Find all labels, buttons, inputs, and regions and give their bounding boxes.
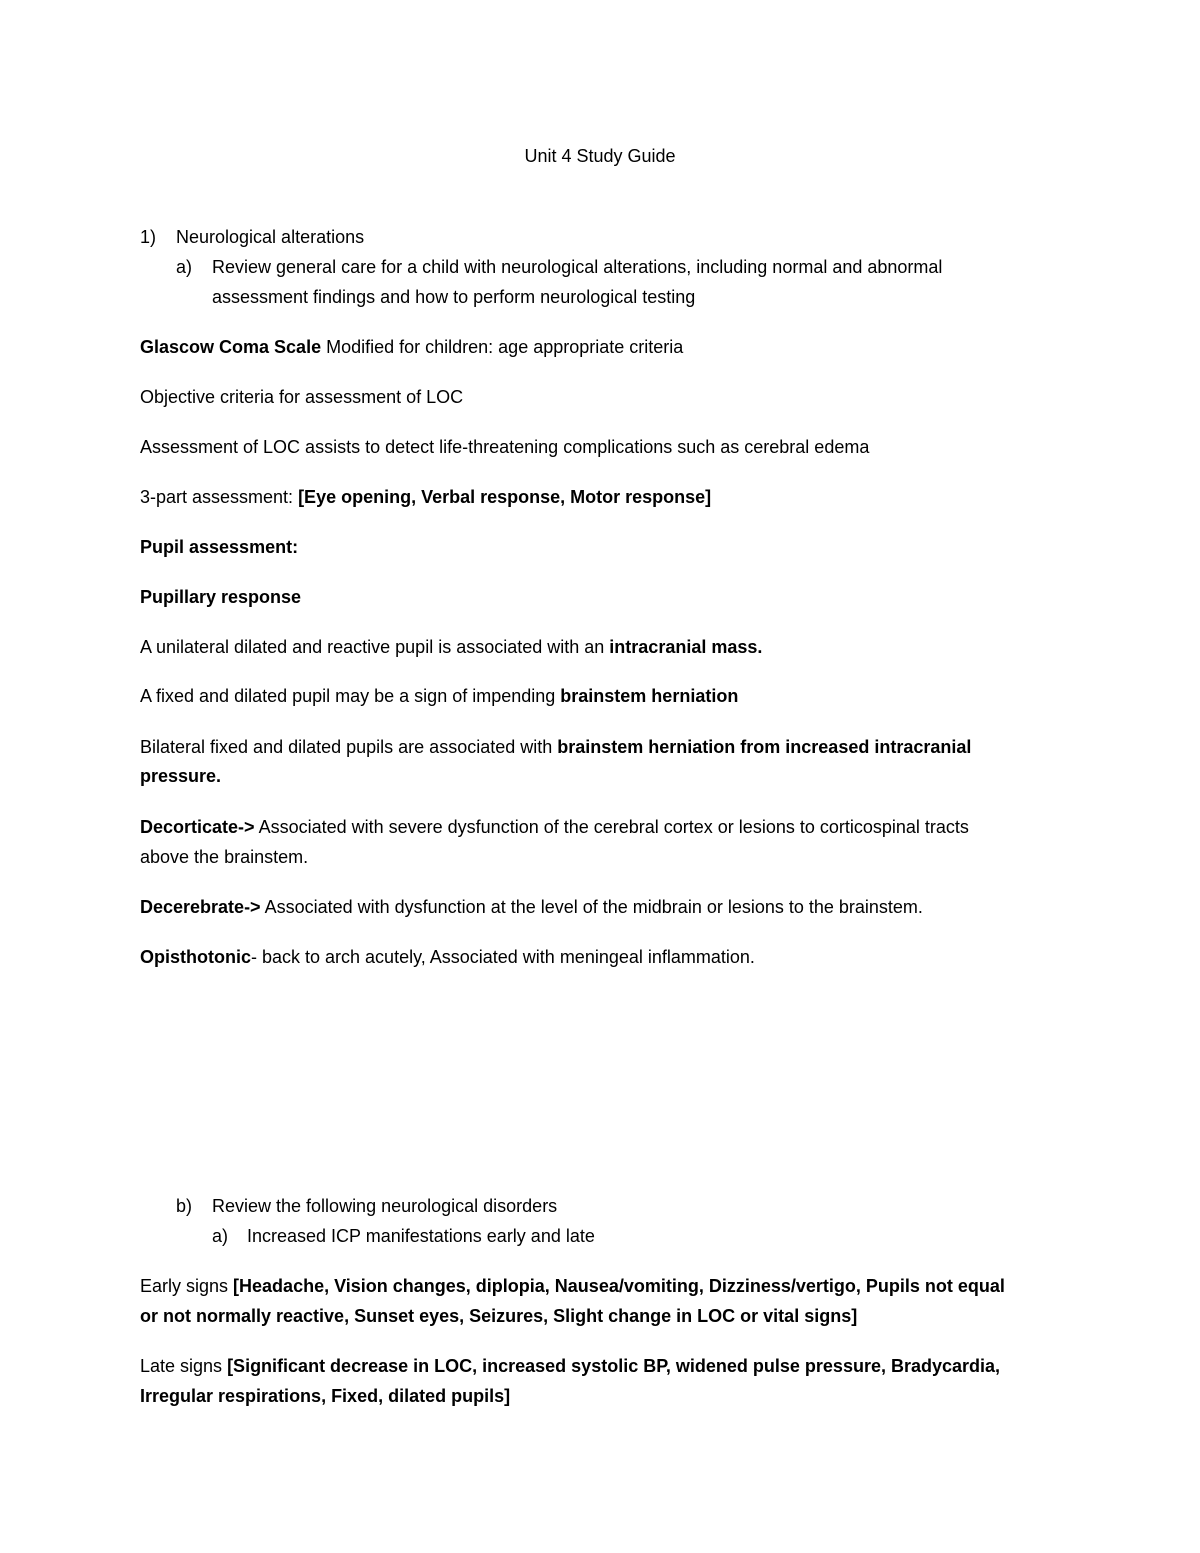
sublist-item-text-cont: assessment findings and how to perform neurological testing xyxy=(212,287,696,307)
paragraph-decorticate-cont: above the brainstem. xyxy=(140,847,309,867)
bold-term: [Eye opening, Verbal response, Motor response] xyxy=(298,487,712,507)
bold-term: Decerebrate-> xyxy=(140,897,261,917)
sublist-item-text: Review the following neurological disorders xyxy=(212,1196,558,1216)
sublist-letter: b) xyxy=(176,1196,193,1216)
paragraph-text: A fixed and dilated pupil may be a sign of impending xyxy=(140,686,561,706)
bold-term: brainstem herniation from increased intracranial xyxy=(557,737,972,757)
paragraph-text: Early signs xyxy=(140,1276,234,1296)
bold-term: intracranial mass. xyxy=(609,637,763,657)
paragraph-text: 3-part assessment: xyxy=(140,487,299,507)
paragraph-text: Late signs xyxy=(140,1356,228,1376)
bold-term: [Significant decrease in LOC, increased systolic BP, widened pulse pressure, Bradycardia, xyxy=(227,1356,1001,1376)
paragraph-opisthotonic xyxy=(140,946,755,968)
paragraph-bilateral xyxy=(140,736,971,758)
paragraph-unilateral xyxy=(140,636,762,658)
list-item-label: Neurological alterations xyxy=(176,227,365,247)
paragraph-objective: Objective criteria for assessment of LOC xyxy=(140,387,464,407)
paragraph-text: Bilateral fixed and dilated pupils are associated with xyxy=(140,737,558,757)
paragraph-decorticate xyxy=(140,816,969,838)
paragraph-text: Associated with severe dysfunction of the cerebral cortex or lesions to corticospinal tracts xyxy=(254,817,969,837)
paragraph-early-signs-cont: or not normally reactive, Sunset eyes, Seizures, Slight change in LOC or vital signs] xyxy=(140,1306,858,1326)
subsublist-letter: a) xyxy=(212,1226,229,1246)
paragraph-loc-assist: Assessment of LOC assists to detect life-threatening complications such as cerebral edema xyxy=(140,437,870,457)
bold-term: brainstem herniation xyxy=(560,686,739,706)
paragraph-early-signs xyxy=(140,1275,1005,1297)
paragraph-three-part xyxy=(140,486,711,508)
paragraph-text: A unilateral dilated and reactive pupil is associated with an xyxy=(140,637,610,657)
sublist-item-text: Review general care for a child with neurological alterations, including normal and abnormal xyxy=(212,257,943,277)
paragraph-decerebrate xyxy=(140,896,923,918)
paragraph-late-signs xyxy=(140,1355,1000,1377)
heading-pupil-assessment: Pupil assessment: xyxy=(140,537,299,557)
paragraph-fixed xyxy=(140,685,738,707)
bold-term: Opisthotonic xyxy=(140,947,251,967)
bold-term: Decorticate-> xyxy=(140,817,255,837)
paragraph-bilateral-cont: pressure. xyxy=(140,766,222,786)
list-number: 1) xyxy=(140,227,157,247)
paragraph-text: - back to arch acutely, Associated with meningeal inflammation. xyxy=(251,947,755,967)
paragraph-text: Modified for children: age appropriate criteria xyxy=(321,337,684,357)
paragraph-text: Associated with dysfunction at the level of the midbrain or lesions to the brainstem. xyxy=(260,897,923,917)
page-title: Unit 4 Study Guide xyxy=(524,146,676,166)
heading-pupillary-response: Pupillary response xyxy=(140,587,302,607)
paragraph-late-signs-cont: Irregular respirations, Fixed, dilated pupils] xyxy=(140,1386,511,1406)
paragraph-gcs xyxy=(140,336,683,358)
bold-term: Glascow Coma Scale xyxy=(140,337,322,357)
sublist-letter: a) xyxy=(176,257,193,277)
subsublist-item-text: Increased ICP manifestations early and late xyxy=(247,1226,595,1246)
bold-term: [Headache, Vision changes, diplopia, Nausea/vomiting, Dizziness/vertigo, Pupils not equal xyxy=(233,1276,1005,1296)
